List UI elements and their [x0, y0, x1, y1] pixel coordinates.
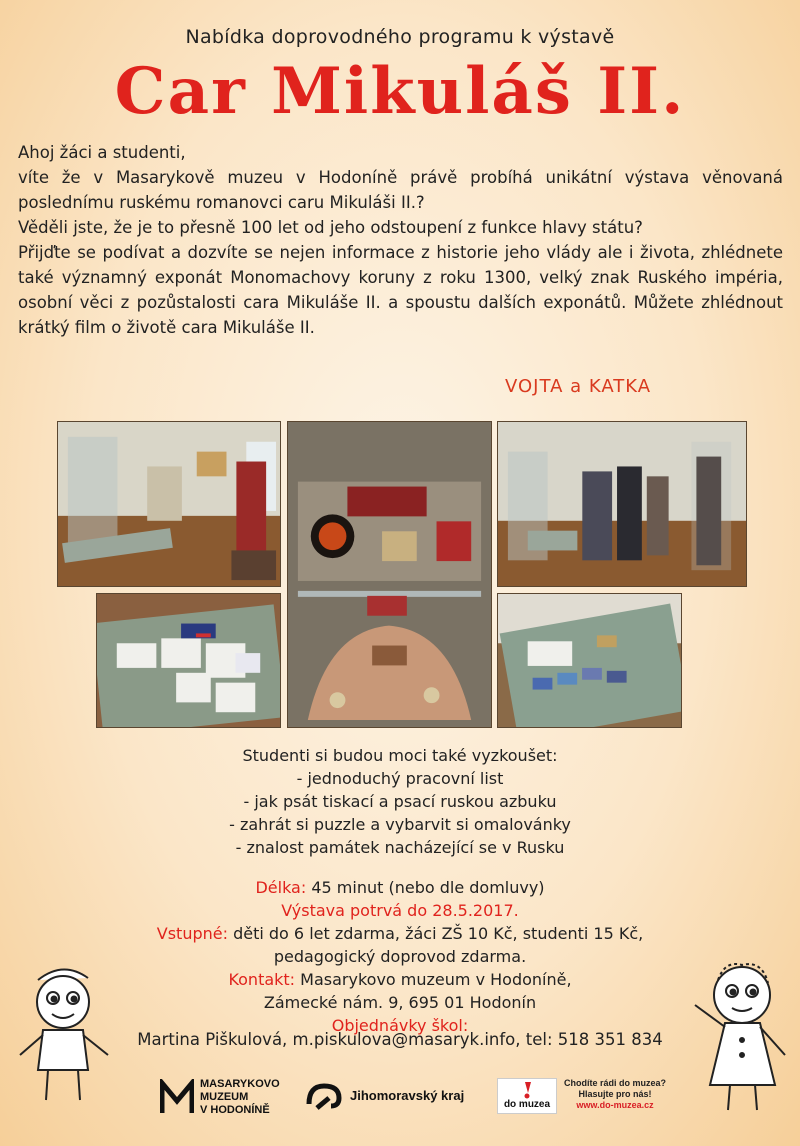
photo-worksheets — [96, 593, 281, 728]
domuzea-tagline — [560, 1078, 670, 1111]
exhibition-title: Car Mikuláš II. — [114, 54, 686, 129]
address: Zámecké nám. 9, 695 01 Hodonín — [263, 993, 537, 1012]
photo-exhibition-hall — [57, 421, 281, 587]
intro-paragraph-2: Věděli jste, že je to přesně 100 let od jeho odstoupení z funkce hlavy státu? — [18, 218, 643, 237]
domuzea-logo — [497, 1078, 557, 1114]
fee-value-2: pedagogický doprovod zdarma. — [273, 947, 527, 966]
museum-name-line-3: V HODONÍNĚ — [200, 1104, 270, 1116]
signature: VOJTA a KATKA — [505, 376, 652, 397]
duration-label: Délka: — [255, 878, 307, 897]
intro-paragraph-1: víte že v Masarykově muzeu v Hodoníně právě probíhá unikátní výstava věnovaná poslednímu ruskému romanovci caru Mikuláši II.? — [18, 168, 783, 212]
greeting: Ahoj žáci a studenti, — [18, 143, 186, 162]
region-logo-icon — [305, 1080, 343, 1110]
photo-medals-showcase — [287, 421, 492, 728]
photo-puzzle-table — [497, 593, 682, 728]
region-logo-text: Jihomoravský kraj — [350, 1088, 465, 1103]
duration-line — [0, 876, 800, 899]
fee-line — [0, 922, 800, 945]
exhibition-end: Výstava potrvá do 28.5.2017. — [281, 901, 519, 920]
museum-name-line-2: MUZEUM — [200, 1091, 249, 1103]
activity-item: - zahrát si puzzle a vybarvit si omalovánky — [229, 815, 571, 834]
fee-value: děti do 6 let zdarma, žáci ZŠ 10 Kč, studenti 15 Kč, — [233, 924, 644, 943]
orders-label: Objednávky škol: — [331, 1016, 469, 1035]
intro-text — [18, 140, 783, 340]
activity-item: - jednoduchý pracovní list — [296, 769, 504, 788]
museum-logo-icon — [160, 1079, 194, 1115]
photo-visitors — [497, 421, 747, 587]
duration-value: 45 minut (nebo dle domluvy) — [311, 878, 545, 897]
museum-logo-text — [200, 1078, 280, 1117]
museum-name-line-1: MASARYKOVO — [200, 1078, 280, 1090]
activities-list — [0, 744, 800, 859]
contact-value: Masarykovo muzeum v Hodoníně, — [300, 970, 572, 989]
domuzea-url[interactable]: www.do-muzea.cz — [576, 1100, 654, 1110]
activity-item: - jak psát tiskací a psací ruskou azbuku — [243, 792, 557, 811]
domuzea-line-1: Chodíte rádi do muzea? — [563, 1078, 666, 1088]
fee-label: Vstupné: — [156, 924, 228, 943]
program-subtitle: Nabídka doprovodného programu k výstavě — [185, 26, 615, 48]
contact-label: Kontakt: — [228, 970, 296, 989]
exclamation-icon — [520, 1081, 534, 1099]
activity-item: - znalost památek nacházející se v Rusku — [235, 838, 565, 857]
activities-heading: Studenti si budou moci také vyzkoušet: — [242, 746, 558, 765]
domuzea-line-2: Hlasujte pro nás! — [578, 1089, 652, 1099]
logo-bar — [0, 1076, 800, 1126]
intro-paragraph-3: Přijďte se podívat a dozvíte se nejen informace z historie jeho vlády ale i života, zhlédnete také významný exponát Monomachovy koruny z roku 1300, velký znak Ruského impéria, osobní věci z pozůstalosti cara Mikuláše II. a spoustu dalších exponátů. Můžete zhlédnout krátký film o životě cara Mikuláše II. — [18, 243, 783, 337]
domuzea-brand: do muzea — [503, 1099, 551, 1110]
orders-contact: Martina Piškulová, m.piskulova@masaryk.info, tel: 518 351 834 — [137, 1030, 663, 1049]
